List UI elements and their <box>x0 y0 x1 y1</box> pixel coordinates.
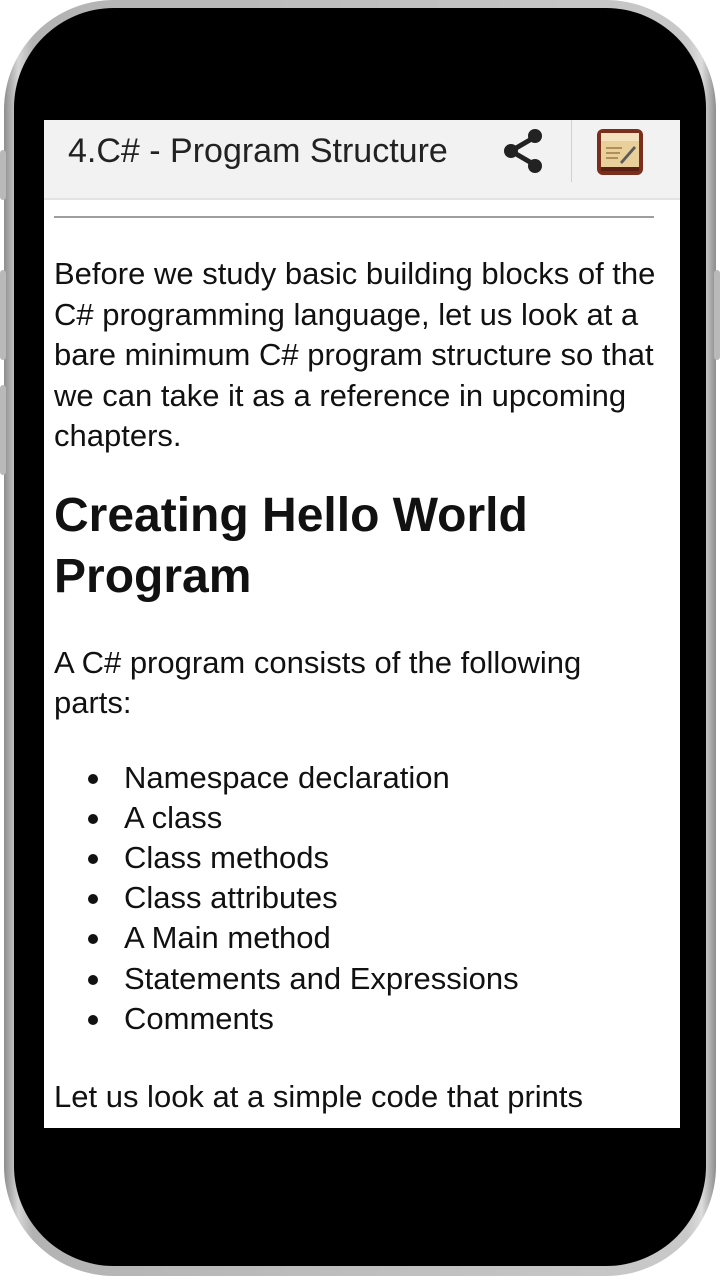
page-title: 4.C# - Program Structure <box>68 132 448 170</box>
content-divider <box>54 216 654 218</box>
share-button[interactable] <box>474 120 572 182</box>
app-bar <box>44 120 680 200</box>
book-button[interactable] <box>592 126 648 178</box>
parts-intro-paragraph: A C# program consists of the following parts: <box>54 644 582 720</box>
list-item: Class attributes <box>88 878 666 918</box>
app-screen <box>44 120 680 1128</box>
list-item: A Main method <box>88 918 666 958</box>
side-button-left-mid <box>0 270 6 360</box>
article-content <box>54 254 666 1117</box>
list-item: Comments <box>88 999 666 1039</box>
side-button-right <box>714 270 720 360</box>
section-heading: Creating Hello World Program <box>54 488 528 603</box>
side-button-left-top <box>0 150 6 200</box>
parts-list <box>54 758 666 1039</box>
next-paragraph: Let us look at a simple code that prints <box>54 1078 584 1114</box>
book-icon <box>596 128 644 176</box>
list-item: A class <box>88 798 666 838</box>
list-item: Class methods <box>88 838 666 878</box>
intro-paragraph: Before we study basic building blocks of the C# programming language, let us look at a bare minimum C# program structure so that we can take it as a reference in upcoming chapters. <box>54 256 656 453</box>
share-icon <box>500 127 546 175</box>
list-item: Namespace declaration <box>88 758 666 798</box>
side-button-left-low <box>0 385 6 475</box>
list-item: Statements and Expressions <box>88 959 666 999</box>
